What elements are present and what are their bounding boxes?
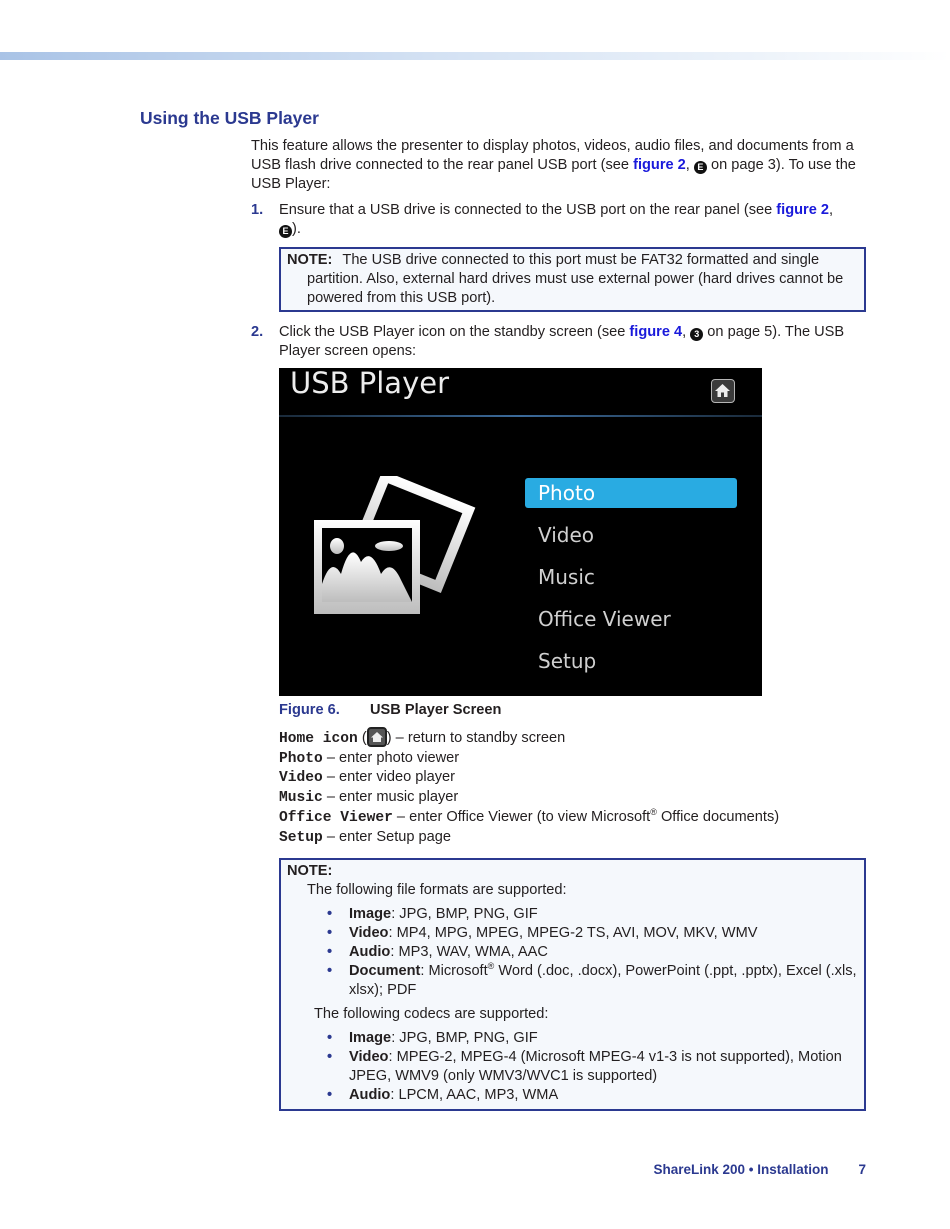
desc-text: (	[357, 730, 367, 746]
list-item	[327, 924, 858, 943]
step-text: Ensure that a USB drive is connected to the USB port on the rear panel (see	[279, 202, 777, 218]
registered-mark: ®	[487, 961, 495, 972]
note-text: The USB drive connected to this port must be FAT32 formatted and single partition. Also, external hard drives must use external power (hard drives cannot be powered from this USB port).	[307, 252, 844, 306]
term: Office Viewer	[279, 809, 393, 826]
intro-text: This feature allows the presenter to display photos, videos, audio files, and documents from a USB flash drive connected to the rear panel USB port (see	[251, 138, 854, 173]
term: Home icon	[279, 731, 358, 747]
step-number: 1.	[251, 202, 264, 218]
note-label: NOTE:	[287, 252, 333, 268]
desc-text: – enter music player	[322, 789, 459, 806]
footer-title: ShareLink 200 • Installation	[653, 1162, 829, 1177]
item-label: Image	[349, 1030, 392, 1047]
item-text: : LPCM, AAC, MP3, WMA	[390, 1087, 559, 1104]
formats-intro: The following file formats are supported:	[307, 882, 567, 899]
step-text: Click the USB Player icon on the standby screen (see	[279, 324, 630, 340]
note-box	[279, 247, 866, 312]
section-title: Using the USB Player	[140, 108, 319, 128]
item-text: : JPG, BMP, PNG, GIF	[391, 906, 538, 923]
item-text: Word (.doc, .docx), PowerPoint (.ppt, .pptx), Excel (.xls, xlsx); PDF	[349, 963, 857, 999]
definition-photo	[279, 749, 866, 769]
item-label: Audio	[349, 1087, 391, 1104]
item-label: Video	[349, 1049, 389, 1066]
step-text: ,	[682, 324, 691, 340]
menu-item-office-viewer[interactable]: Office Viewer	[538, 607, 671, 631]
step-text: ).	[292, 221, 301, 237]
item-text: : MP4, MPG, MPEG, MPEG-2 TS, AVI, MOV, MKV, WMV	[388, 925, 758, 942]
menu-item-photo[interactable]: Photo	[525, 478, 737, 508]
definition-home	[279, 727, 866, 749]
list-item	[327, 1029, 858, 1048]
figure-2-link[interactable]: figure 2	[776, 202, 829, 218]
screen-title: USB Player	[290, 368, 449, 400]
header-band	[0, 52, 950, 60]
desc-text: – enter Setup page	[322, 828, 451, 845]
step-2	[251, 323, 866, 361]
term: Setup	[279, 829, 323, 846]
intro-text: on page 3). To use the USB Player:	[251, 157, 856, 192]
item-text: : MPEG-2, MPEG-4 (Microsoft MPEG-4 v1-3 is not supported), Motion JPEG, WMV9 (only WMV3/WVC1 is supported)	[349, 1049, 842, 1085]
item-text: : JPG, BMP, PNG, GIF	[391, 1030, 538, 1047]
callout-e-icon: E	[694, 161, 707, 174]
home-icon[interactable]	[711, 379, 735, 403]
photo-icon	[309, 476, 479, 622]
list-item	[327, 962, 858, 1000]
term: Music	[279, 790, 323, 807]
definition-office-viewer	[279, 808, 866, 828]
intro-text: ,	[685, 157, 694, 173]
term: Photo	[279, 750, 323, 767]
callout-3-icon: 3	[690, 328, 703, 341]
definitions-list	[279, 727, 866, 847]
item-label: Document	[349, 963, 421, 980]
callout-e-icon: E	[279, 225, 292, 238]
desc-text: ) – return to standby screen	[386, 730, 566, 746]
figure-2-link[interactable]: figure 2	[633, 157, 686, 173]
title-divider	[279, 415, 762, 417]
figure-caption	[279, 701, 866, 720]
step-text: ,	[829, 202, 834, 218]
desc-text: – enter Office Viewer (to view Microsoft	[392, 808, 651, 825]
page-body	[251, 137, 866, 1111]
step-number: 2.	[251, 324, 264, 340]
definition-setup	[279, 828, 866, 848]
item-label: Image	[349, 906, 392, 923]
intro-paragraph	[251, 137, 866, 194]
item-text: : Microsoft	[420, 963, 488, 980]
figure-number: Figure 6.	[279, 702, 340, 718]
page-number: 7	[858, 1162, 866, 1177]
item-label: Video	[349, 925, 389, 942]
formats-list	[287, 905, 858, 1000]
definition-music	[279, 788, 866, 808]
page-footer	[0, 1162, 866, 1177]
note-box	[279, 858, 866, 1111]
home-icon	[367, 727, 387, 747]
figure-4-link[interactable]: figure 4	[629, 324, 683, 340]
item-text: : MP3, WAV, WMA, AAC	[390, 944, 548, 961]
step-text: on page 5). The USB Player screen opens:	[279, 324, 845, 359]
usb-player-screenshot	[279, 368, 762, 696]
menu-item-music[interactable]: Music	[538, 565, 595, 589]
list-item	[327, 1048, 858, 1086]
figure-title: USB Player Screen	[370, 702, 502, 718]
menu-item-video[interactable]: Video	[538, 523, 595, 547]
note-label: NOTE:	[287, 863, 333, 880]
list-item	[327, 943, 858, 962]
codecs-list	[287, 1029, 858, 1105]
codecs-intro: The following codecs are supported:	[314, 1006, 549, 1023]
desc-text: – enter video player	[322, 769, 456, 786]
list-item	[327, 1086, 858, 1105]
step-1	[251, 201, 866, 239]
menu-item-setup[interactable]: Setup	[538, 649, 597, 673]
definition-video	[279, 768, 866, 788]
desc-text: – enter photo viewer	[322, 749, 460, 766]
usb-menu	[525, 478, 737, 688]
item-label: Audio	[349, 944, 391, 961]
list-item	[327, 905, 858, 924]
registered-mark: ®	[650, 806, 657, 817]
desc-text: Office documents)	[656, 808, 780, 825]
term: Video	[279, 770, 323, 787]
